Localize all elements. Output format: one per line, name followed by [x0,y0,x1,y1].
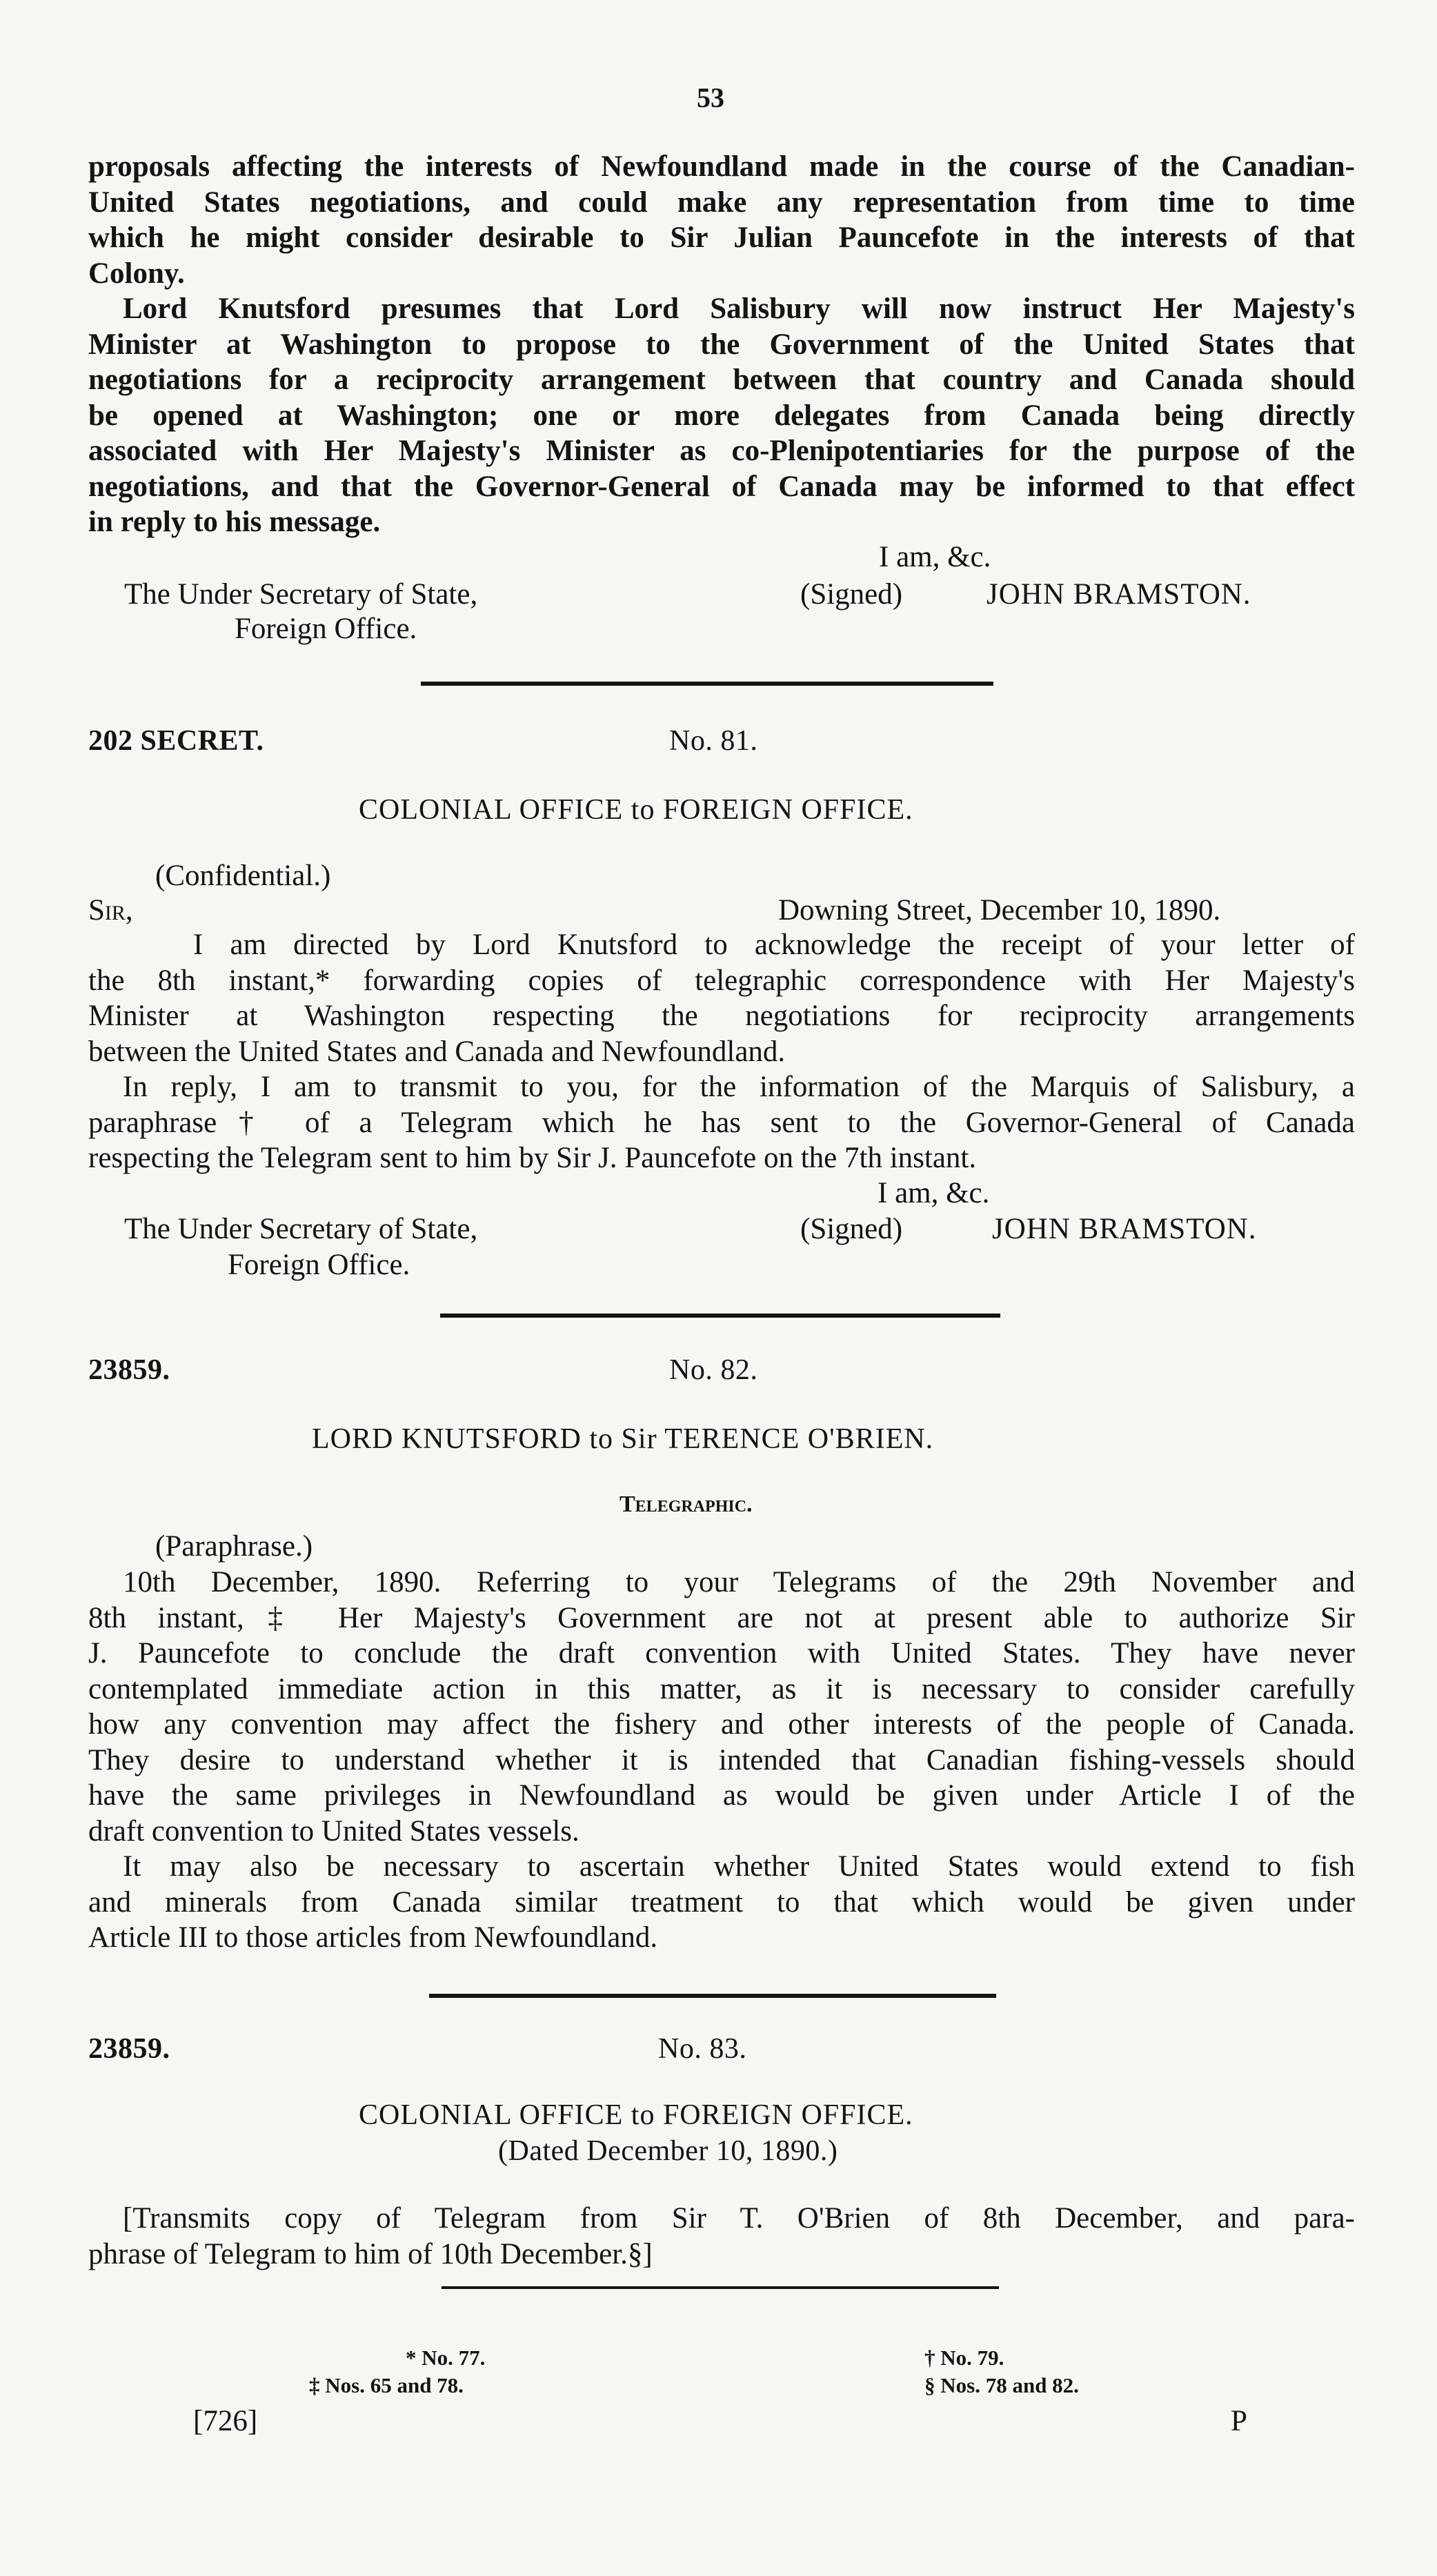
text-line: Article III to those articles from Newfoundland. [88,1921,658,1954]
document-number: No. 82. [669,1354,758,1386]
document-reference: 23859. [88,2033,170,2065]
page-number: 53 [697,82,724,113]
paraphrase-note: (Paraphrase.) [155,1530,313,1563]
text-line: negotiations, and that the Governor-General of Canada may be informed to that effect [88,470,1355,503]
document-reference: 23859. [88,1354,170,1386]
text-line: in reply to his message. [88,506,381,538]
salutation: Sir, [88,894,133,927]
text-line: be opened at Washington; one or more delegates from Canada being directly [88,399,1355,432]
text-line: respecting the Telegram sent to him by Sir J. Pauncefote on the 7th instant. [88,1142,977,1174]
text-line: I am directed by Lord Knutsford to acknowledge the receipt of your letter of [193,929,1355,961]
text-line: between the United States and Canada and Newfoundland. [88,1035,786,1068]
text-line: contemplated immediate action in this matter, as it is necessary to consider carefully [88,1672,1355,1705]
print-reference: [726] [193,2405,258,2437]
text-line: have the same privileges in Newfoundland as would be given under Article I of the [88,1779,1355,1812]
text-line: In reply, I am to transmit to you, for the information of the Marquis of Salisbury, a [123,1071,1355,1103]
text-line: 10th December, 1890. Referring to your Telegrams of the 29th November and [123,1566,1355,1598]
text-line: draft convention to United States vessels. [88,1814,579,1847]
text-line: the 8th instant,* forwarding copies of telegraphic correspondence with Her Majesty's [88,964,1355,997]
document-reference [88,724,264,757]
text-line: They desire to understand whether it is intended that Canadian fishing-vessels should [88,1743,1355,1776]
doc82-paragraph-2 [88,1849,1355,1956]
addressee-line-1: The Under Secretary of State, [124,578,478,611]
text-line: phrase of Telegram to him of 10th December.§] [88,2237,653,2270]
reference-text: 202 SECRET. [88,725,264,757]
text-line: It may also be necessary to ascertain whether United States would extend to fish [123,1850,1355,1883]
text-line: Minister at Washington to propose to the Government of the United States that [88,328,1355,361]
intro-paragraph-1 [88,149,1355,291]
footnote-left-1: * No. 77. [406,2346,486,2370]
text-line: which he might consider desirable to Sir Julian Pauncefote in the interests of that [88,221,1355,254]
signer-name: JOHN BRAMSTON. [992,1213,1257,1245]
signed-label: (Signed) [800,1213,903,1245]
text-line: J. Pauncefote to conclude the draft convention with United States. They have never [88,1637,1355,1670]
text-line: Minister at Washington respecting the negotiations for reciprocity arrangements [88,1000,1355,1032]
text-line: how any convention may affect the fishery and other interests of the people of Canada. [88,1708,1355,1741]
addressee-line-2: Foreign Office. [235,613,417,645]
signature-mark: P [1231,2405,1247,2437]
section-divider [421,682,993,686]
closing-phrase: I am, &c. [878,1177,990,1209]
document-subtitle: Telegraphic. [620,1492,753,1517]
signed-label: (Signed) [800,578,903,611]
closing-phrase: I am, &c. [879,541,991,573]
text-line: and minerals from Canada similar treatment to that which would be given under [88,1885,1355,1919]
text-line: Colony. [88,257,185,290]
doc83-summary [88,2201,1355,2272]
document-dated: (Dated December 10, 1890.) [498,2135,838,2167]
footnote-right-1: † No. 79. [924,2346,1004,2370]
doc82-paragraph-1 [88,1565,1355,1849]
doc81-paragraph-2 [88,1069,1355,1176]
footnote-right-2: § Nos. 78 and 82. [924,2373,1079,2397]
signer-name: JOHN BRAMSTON. [987,578,1251,611]
text-line: associated with Her Majesty's Minister as co-Plenipotentiaries for the purpose of the [88,435,1355,467]
document-number: No. 81. [669,725,758,757]
document-number: No. 83. [658,2033,747,2065]
footnote-left-2: ‡ Nos. 65 and 78. [309,2373,464,2397]
intro-paragraph-2 [88,291,1355,540]
text-line: proposals affecting the interests of Newfoundland made in the course of the Canadian- [88,150,1355,183]
section-divider [429,1994,996,1998]
text-line: United States negotiations, and could make any representation from time to time [88,186,1355,219]
doc81-paragraph-1 [88,927,1355,1069]
document-title: COLONIAL OFFICE to FOREIGN OFFICE. [359,2099,913,2131]
addressee-line-1: The Under Secretary of State, [124,1213,478,1245]
text-line: [Transmits copy of Telegram from Sir T. O'Brien of 8th December, and para- [123,2202,1355,2235]
document-title: LORD KNUTSFORD to Sir TERENCE O'BRIEN. [312,1423,934,1455]
document-title: COLONIAL OFFICE to FOREIGN OFFICE. [359,794,913,826]
addressee-line-2: Foreign Office. [228,1249,410,1281]
place-and-date: Downing Street, December 10, 1890. [778,894,1221,927]
text-line: Lord Knutsford presumes that Lord Salisbury will now instruct Her Majesty's [123,293,1355,325]
section-divider [440,1314,1000,1318]
text-line: negotiations for a reciprocity arrangement between that country and Canada should [88,364,1355,396]
text-line: paraphrase† of a Telegram which he has sent to the Governor-General of Canada [88,1106,1355,1139]
text-line: 8th instant,‡ Her Majesty's Government are not at present able to authorize Sir [88,1601,1355,1634]
confidential-note: (Confidential.) [155,860,331,892]
footnote-divider [442,2286,999,2289]
